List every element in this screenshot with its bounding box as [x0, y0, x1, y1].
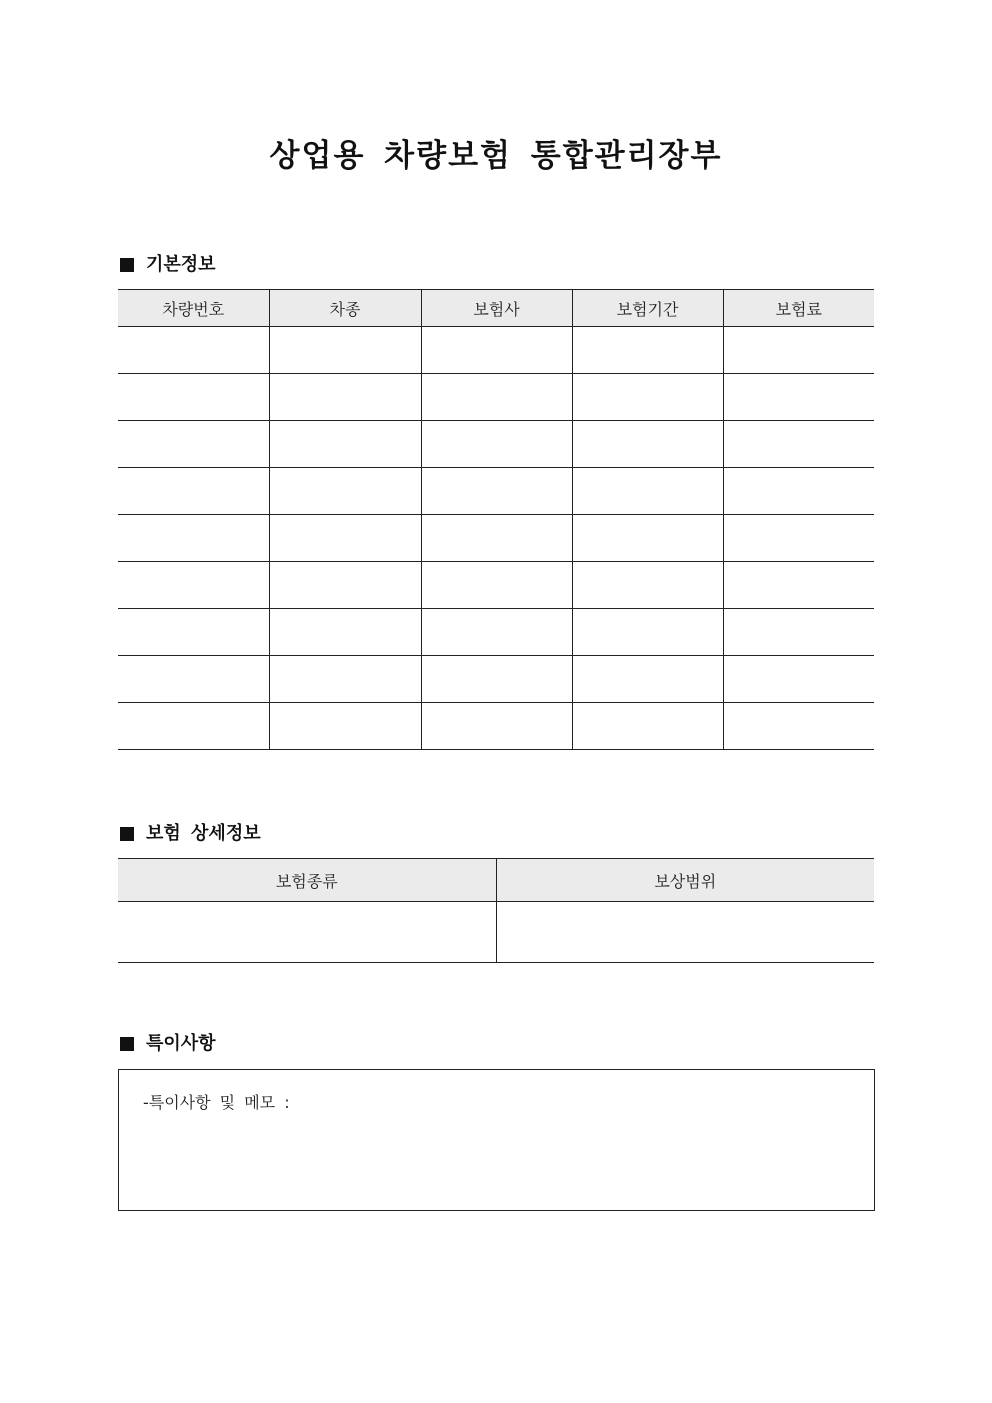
table-row [118, 609, 874, 656]
table-header-row [118, 290, 874, 327]
basic-info-table [118, 289, 874, 750]
table-cell[interactable] [572, 327, 723, 374]
table-row [118, 374, 874, 421]
table-cell[interactable] [269, 703, 421, 750]
section-heading-label: 특이사항 [146, 1033, 216, 1054]
table-row [118, 902, 874, 963]
table-cell[interactable] [723, 656, 874, 703]
table-cell[interactable] [421, 656, 572, 703]
section-heading-label: 기본정보 [146, 254, 216, 275]
table-header-row [118, 859, 874, 902]
table-cell[interactable] [269, 468, 421, 515]
table-cell[interactable] [723, 562, 874, 609]
table-row [118, 515, 874, 562]
table-row [118, 703, 874, 750]
column-header-premium: 보험료 [723, 290, 874, 327]
square-bullet-icon [120, 258, 134, 272]
memo-label: -특이사항 및 메모 : [143, 1093, 290, 1112]
table-cell[interactable] [572, 374, 723, 421]
table-cell[interactable] [269, 374, 421, 421]
column-header-vehicle-number: 차량번호 [118, 290, 269, 327]
insurance-type-cell[interactable] [118, 902, 496, 963]
page-title: 상업용 차량보험 통합관리장부 [269, 138, 723, 174]
table-row [118, 656, 874, 703]
table-cell[interactable] [421, 327, 572, 374]
section-heading-detail [118, 822, 261, 846]
table-row [118, 562, 874, 609]
square-bullet-icon [120, 827, 134, 841]
table-cell[interactable] [723, 703, 874, 750]
section-heading-label: 보험 상세정보 [146, 823, 261, 844]
table-cell[interactable] [118, 327, 269, 374]
table-cell[interactable] [269, 609, 421, 656]
table-cell[interactable] [723, 515, 874, 562]
table-cell[interactable] [421, 421, 572, 468]
table-cell[interactable] [118, 468, 269, 515]
column-header-vehicle-type: 차종 [269, 290, 421, 327]
table-cell[interactable] [572, 609, 723, 656]
table-cell[interactable] [723, 609, 874, 656]
table-cell[interactable] [572, 703, 723, 750]
section-heading-notes [118, 1032, 216, 1056]
table-row [118, 468, 874, 515]
column-header-insurance-type: 보험종류 [118, 859, 496, 902]
table-cell[interactable] [572, 515, 723, 562]
table-cell[interactable] [421, 374, 572, 421]
table-cell[interactable] [118, 656, 269, 703]
table-cell[interactable] [723, 421, 874, 468]
table-cell[interactable] [572, 421, 723, 468]
table-cell[interactable] [118, 515, 269, 562]
table-cell[interactable] [269, 515, 421, 562]
table-cell[interactable] [269, 327, 421, 374]
square-bullet-icon [120, 1037, 134, 1051]
table-cell[interactable] [421, 515, 572, 562]
table-cell[interactable] [723, 374, 874, 421]
table-cell[interactable] [421, 703, 572, 750]
table-cell[interactable] [118, 421, 269, 468]
table-row [118, 327, 874, 374]
table-cell[interactable] [572, 656, 723, 703]
table-cell[interactable] [421, 468, 572, 515]
table-cell[interactable] [118, 562, 269, 609]
table-cell[interactable] [572, 468, 723, 515]
table-cell[interactable] [118, 703, 269, 750]
column-header-insurer: 보험사 [421, 290, 572, 327]
memo-box[interactable] [118, 1069, 875, 1211]
table-cell[interactable] [723, 468, 874, 515]
coverage-cell[interactable] [496, 902, 874, 963]
table-cell[interactable] [421, 609, 572, 656]
table-cell[interactable] [269, 562, 421, 609]
table-cell[interactable] [723, 327, 874, 374]
column-header-insurance-period: 보험기간 [572, 290, 723, 327]
table-cell[interactable] [572, 562, 723, 609]
column-header-coverage: 보상범위 [496, 859, 874, 902]
table-cell[interactable] [269, 656, 421, 703]
section-heading-basic [118, 253, 216, 277]
table-cell[interactable] [118, 609, 269, 656]
table-cell[interactable] [421, 562, 572, 609]
insurance-detail-table [118, 858, 874, 963]
table-cell[interactable] [118, 374, 269, 421]
table-row [118, 421, 874, 468]
table-cell[interactable] [269, 421, 421, 468]
